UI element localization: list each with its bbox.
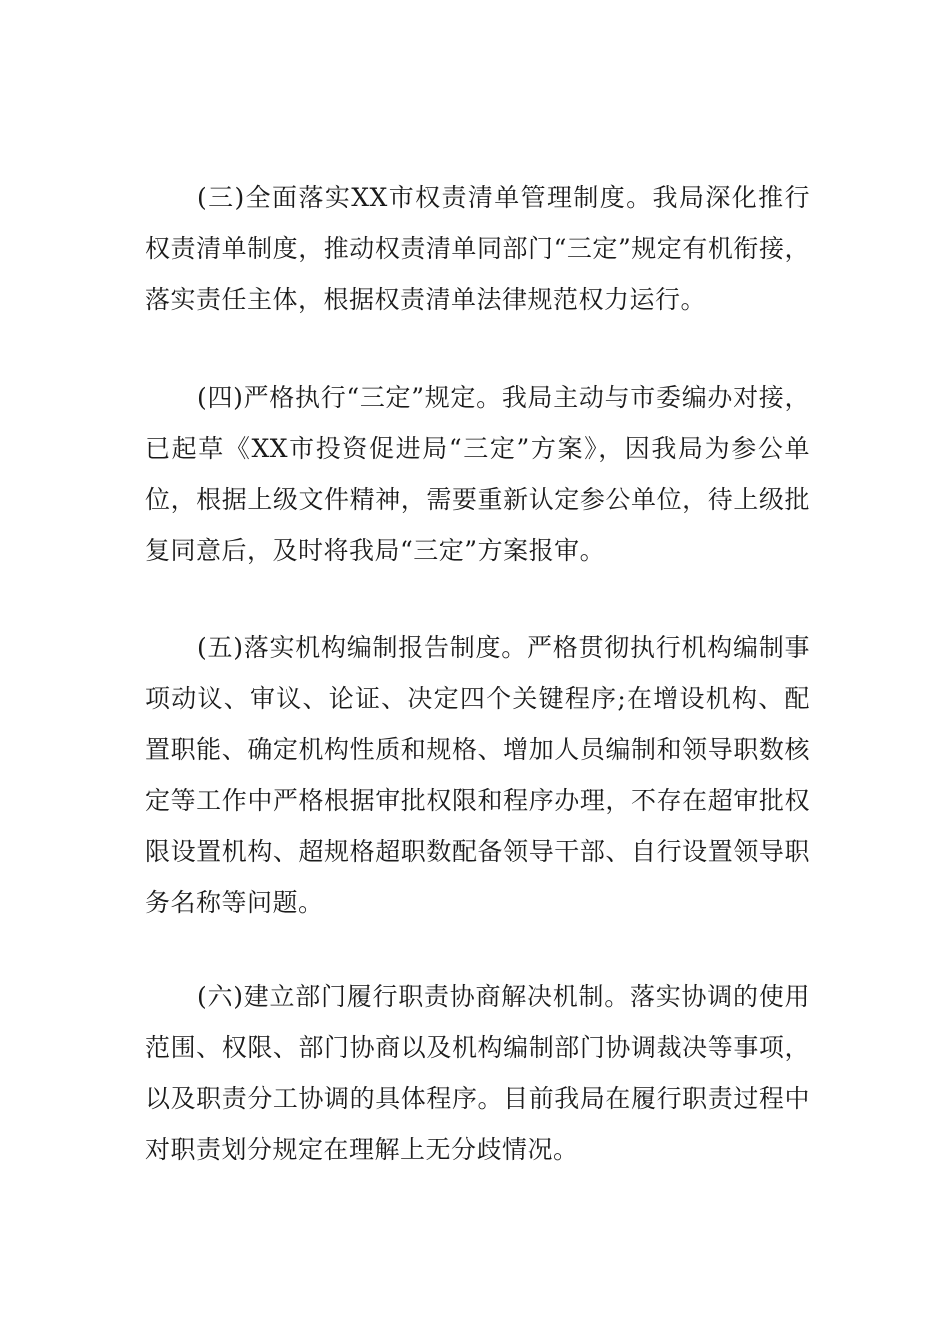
paragraph-three: (三)全面落实XX市权责清单管理制度。我局深化推行权责清单制度，推动权责清单同部门“三定”规定有机衔接，落实责任主体，根据权责清单法律规范权力运行。 xyxy=(145,183,810,314)
paragraph-six: (六)建立部门履行职责协商解决机制。落实协调的使用范围、权限、部门协商以及机构编制部门协调裁决等事项，以及职责分工协调的具体程序。目前我局在履行职责过程中对职责划分规定在理解上无分歧情况。 xyxy=(145,982,810,1164)
paragraph-five: (五)落实机构编制报告制度。严格贯彻执行机构编制事项动议、审议、论证、决定四个关键程序;在增设机构、配置职能、确定机构性质和规格、增加人员编制和领导职数核定等工作中严格根据审批权限和程序办理，不存在超审批权限设置机构、超规格超职数配备领导干部、自行设置领导职务名称等问题。 xyxy=(145,633,810,917)
paragraph-four: (四)严格执行“三定”规定。我局主动与市委编办对接，已起草《XX市投资促进局“三定”方案》，因我局为参公单位，根据上级文件精神，需要重新认定参公单位，待上级批复同意后，及时将我局“三定”方案报审。 xyxy=(145,383,810,565)
